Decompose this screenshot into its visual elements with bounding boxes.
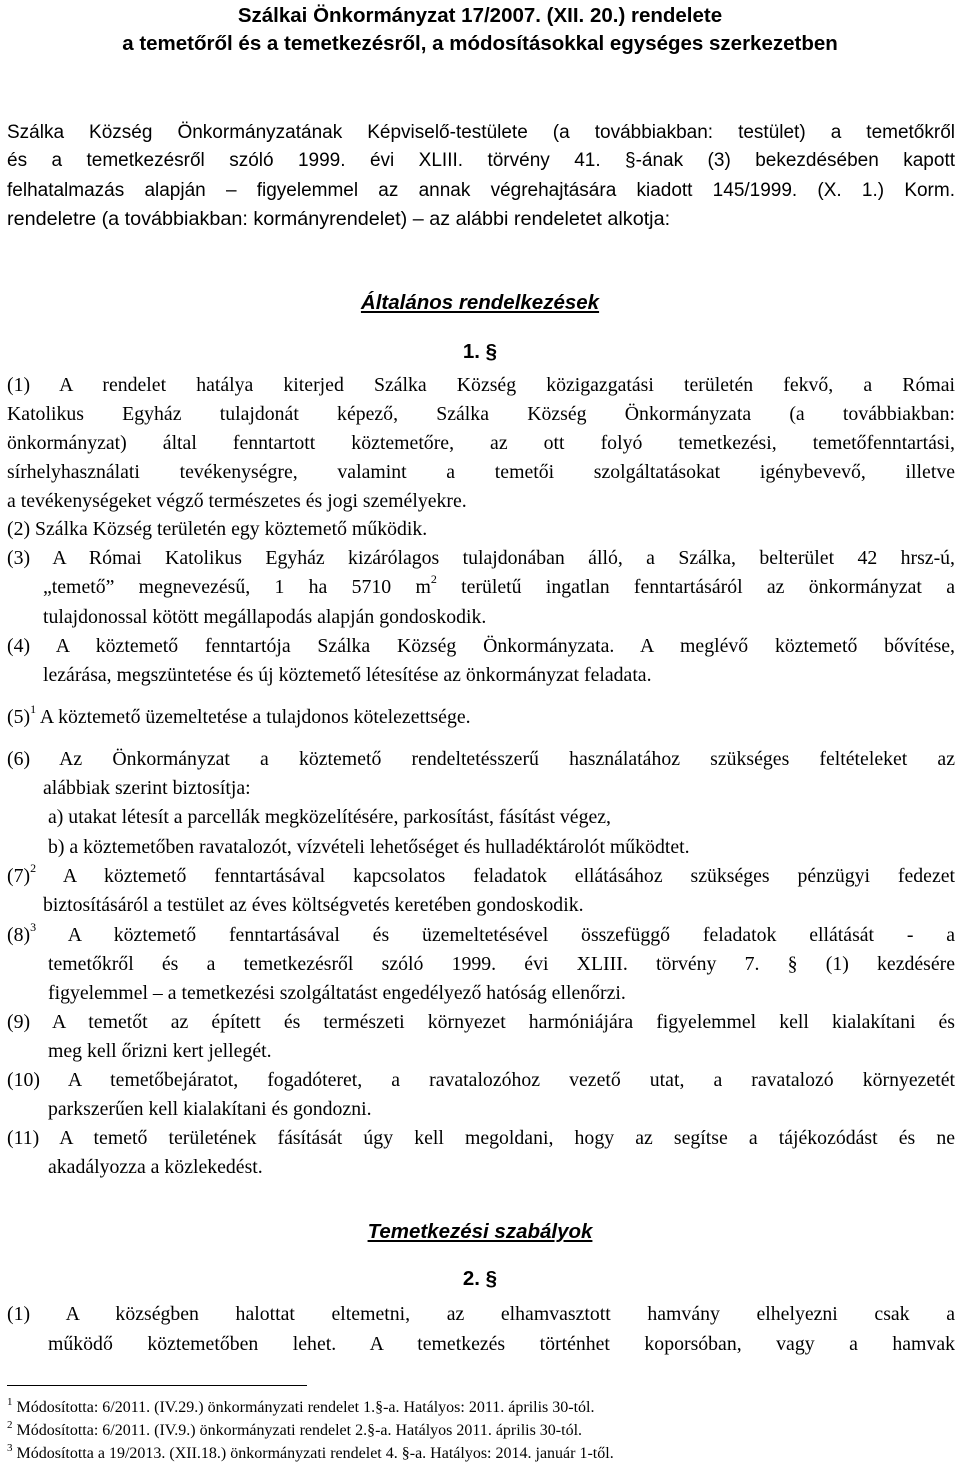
paragraph-line: figyelemmel – a temetkezési szolgáltatást engedélyező hatóság ellenőrzi. bbox=[48, 982, 626, 1004]
paragraph-line: akadályozza a közlekedést. bbox=[48, 1156, 263, 1178]
list-item-b: b) a köztemetőben ravatalozót, vízvételi lehetőséget és hulladéktárolót működtet. bbox=[48, 836, 690, 858]
paragraph-line: (10) A temetőbejáratot, fogadóteret, a ravatalozóhoz vezető utat, a ravatalozó környezetét bbox=[7, 1069, 955, 1091]
document-title-line-1: Szálkai Önkormányzat 17/2007. (XII. 20.) rendelete bbox=[237, 4, 723, 27]
preamble-line: Szálka Község Önkormányzatának Képviselő-testülete (a továbbiakban: testület) a temetőkről bbox=[7, 122, 955, 143]
footnote-ref-3: 3 bbox=[30, 920, 37, 935]
section-number-2: 2. § bbox=[462, 1267, 498, 1290]
paragraph-line: temetőkről és a temetkezésről szóló 1999. évi XLIII. törvény 7. § (1) kezdésére bbox=[48, 953, 955, 975]
paragraph-line: (9) A temetőt az épített és természeti környezet harmóniájára figyelemmel kell kialakítani és bbox=[7, 1011, 955, 1033]
section-heading-burial-rules: Temetkezési szabályok bbox=[367, 1220, 593, 1243]
paragraph-line: alábbiak szerint biztosítja: bbox=[43, 777, 251, 799]
paragraph-line: $(8)^3$ A köztemető fenntartásával és üzemeltetésével összefüggő feladatok ellátását - a bbox=[7, 920, 955, 946]
footnote-separator bbox=[7, 1385, 307, 1386]
paragraph-line: a tevékenységeket végző természetes és jogi személyekre. bbox=[7, 490, 467, 512]
paragraph-line: „temető” megnevezésű, 1 ha 5710 $m^2$ területű ingatlan fenntartásáról az önkormányzat a bbox=[43, 572, 955, 598]
paragraph-line: (3) A Római Katolikus Egyház kizárólagos tulajdonában álló, a Szálka, belterület 42 hrsz-ú, bbox=[7, 547, 955, 569]
footnote-3: $^3$ Módosította a 19/2013. (XII.18.) önkormányzati rendelet 4. §-a. Hatályos: 2014. január 1-től. bbox=[7, 1441, 614, 1462]
paragraph-line: meg kell őrizni kert jellegét. bbox=[48, 1040, 272, 1062]
paragraph-line: (4) A köztemető fenntartója Szálka Község Önkormányzata. A meglévő köztemető bővítése, bbox=[7, 635, 955, 657]
paragraph-line: (1) A rendelet hatálya kiterjed Szálka Község közigazgatási területén fekvő, a Római bbox=[7, 374, 955, 396]
preamble-line: és a temetkezésről szóló 1999. évi XLIII. törvény 41. §-ának (3) bekezdésében kapott bbox=[7, 150, 955, 171]
section-number-1: 1. § bbox=[462, 340, 498, 363]
paragraph-line: (1) A községben halottat eltemetni, az elhamvasztott hamvány elhelyezni csak a bbox=[7, 1303, 955, 1325]
list-item-a: a) utakat létesít a parcellák megközelítésére, parkosítást, fásítást végez, bbox=[48, 806, 611, 828]
paragraph-line: sírhelyhasználati tevékenységre, valamint a temetői szolgáltatásokat igénybevevő, illetve bbox=[7, 461, 955, 483]
paragraph-line: (6) Az Önkormányzat a köztemető rendeltetésszerű használatához szükséges feltételeket az bbox=[7, 748, 955, 770]
paragraph-line: önkormányzat) által fenntartott köztemetőre, az ott folyó temetkezési, temetőfenntartási, bbox=[7, 432, 955, 454]
paragraph-line: tulajdonossal kötött megállapodás alapján gondoskodik. bbox=[43, 606, 487, 628]
paragraph-line: lezárása, megszüntetése és új köztemető létesítése az önkormányzat feladata. bbox=[43, 664, 652, 686]
paragraph-line: Katolikus Egyház tulajdonát képező, Szálka Község Önkormányzata (a továbbiakban: bbox=[7, 403, 955, 425]
footnote-ref-1: 1 bbox=[30, 702, 37, 717]
paragraph-2: (2) Szálka Község területén egy köztemető működik. bbox=[7, 518, 428, 540]
paragraph-line: (11) A temető területének fásítását úgy kell megoldani, hogy az segítse a tájékozódást és ne bbox=[7, 1127, 955, 1149]
footnote-ref-2: 2 bbox=[30, 861, 37, 876]
section-heading-general: Általános rendelkezések bbox=[360, 291, 600, 314]
paragraph-line: biztosításáról a testület az éves költségvetés keretében gondoskodik. bbox=[43, 894, 584, 916]
preamble-line: felhatalmazás alapján – figyelemmel az annak végrehajtására kiadott 145/1999. (X. 1.) Korm. bbox=[7, 180, 955, 201]
superscript: 2 bbox=[430, 572, 437, 587]
paragraph-line: parkszerűen kell kialakítani és gondozni. bbox=[48, 1098, 372, 1120]
footnote-2: $^2$ Módosította: 6/2011. (IV.9.) önkormányzati rendelet 2.§-a. Hatályos 2011. április 30-tól. bbox=[7, 1418, 583, 1439]
paragraph-line: $(7)^2$ A köztemető fenntartásával kapcsolatos feladatok ellátásához szükséges pénzügyi fedezet bbox=[7, 861, 955, 887]
document-title-line-2: a temetőről és a temetkezésről, a módosításokkal egységes szerkezetben bbox=[122, 32, 838, 55]
footnote-1: $^1$ Módosította: 6/2011. (IV.29.) önkormányzati rendelet 1.§-a. Hatályos: 2011. április 30-tól. bbox=[7, 1395, 595, 1416]
paragraph-line: működő köztemetőben lehet. A temetkezés történhet koporsóban, vagy a hamvak bbox=[48, 1333, 955, 1355]
paragraph-5: $(5)^1$ A köztemető üzemeltetése a tulajdonos kötelezettsége. bbox=[7, 702, 471, 728]
preamble-line: rendeletre (a továbbiakban: kormányrendelet) – az alábbi rendeletet alkotja: bbox=[7, 208, 671, 230]
